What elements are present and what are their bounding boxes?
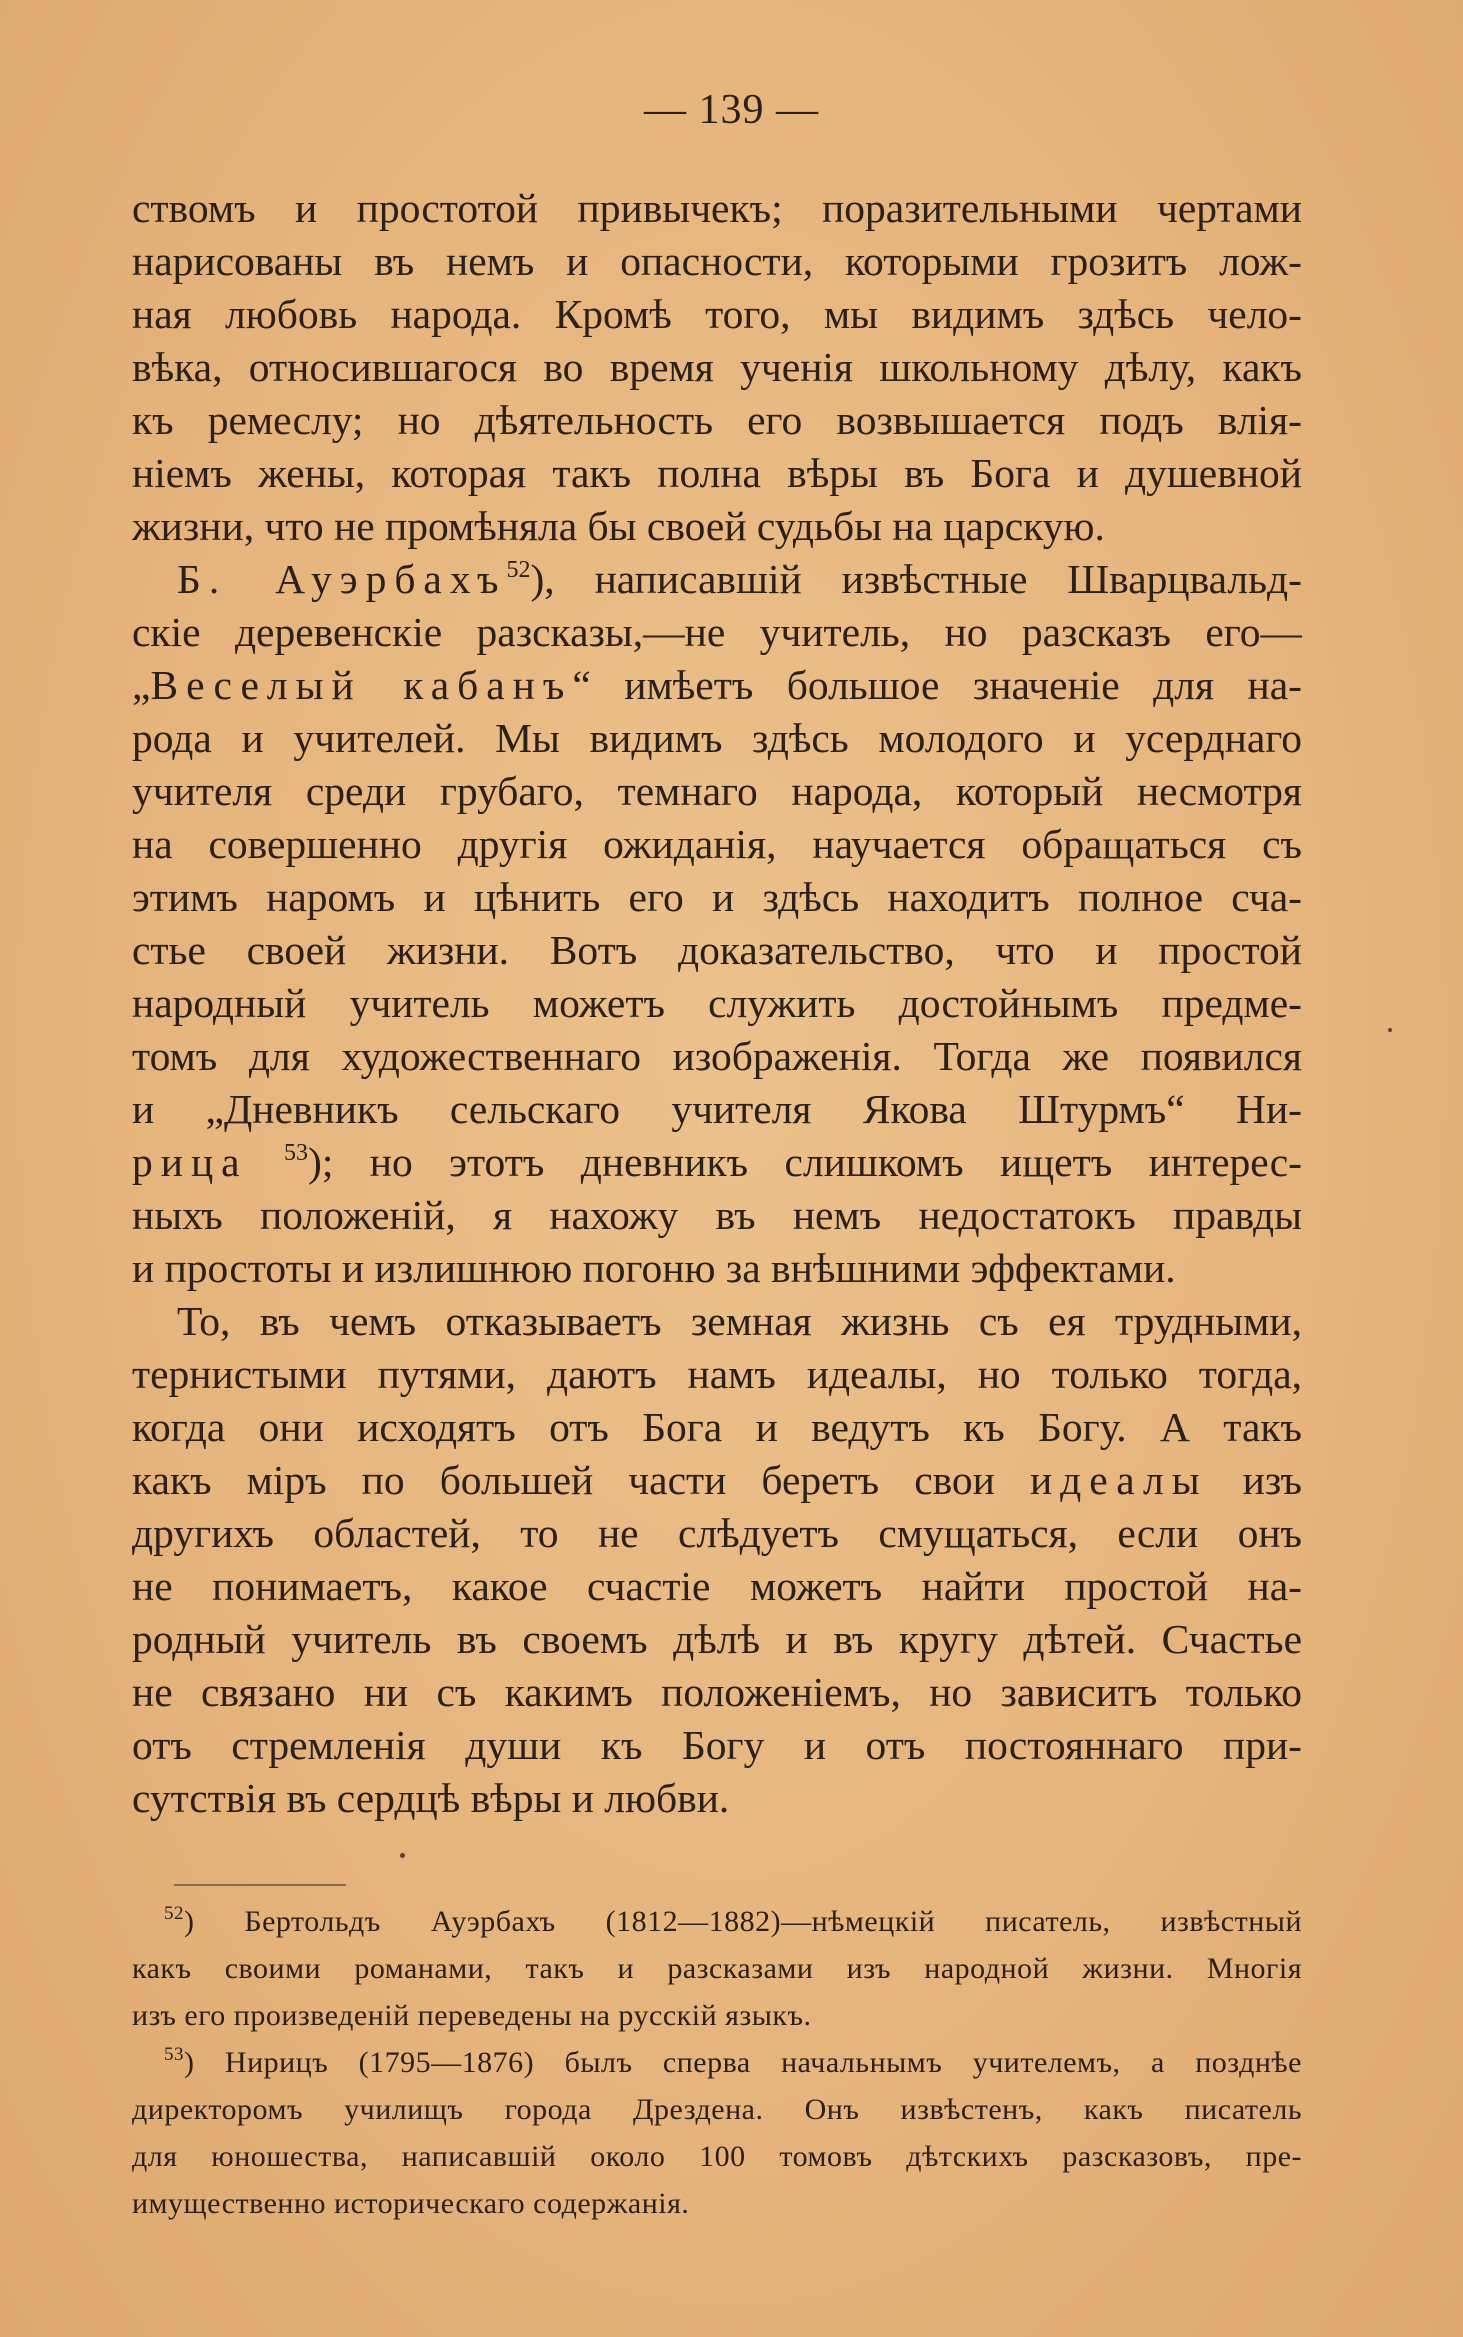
text-fragment: ) Нирицъ (1795—1876) былъ сперва начальнымъ учителемъ, а позднѣе <box>184 2046 1302 2079</box>
text-fragment: ); но этотъ дневникъ слишкомъ ищетъ интерес- <box>308 1139 1302 1185</box>
text-line: тернистыми путями, даютъ намъ идеалы, но только тогда, <box>132 1351 1302 1397</box>
text-fragment: какъ міръ по большей части беретъ свои <box>132 1457 1030 1503</box>
text-line: не понимаетъ, какое счастіе можетъ найти простой на- <box>132 1563 1302 1609</box>
text-line <box>132 659 1302 712</box>
text-fragment: ), написавшій извѣстные Шварцвальд- <box>530 556 1302 602</box>
print-speck <box>1388 1028 1392 1032</box>
footnotes <box>132 1898 1302 2227</box>
text-line: ніемъ жены, которая такъ полна вѣры въ Бога и душевной <box>132 450 1302 496</box>
text-line: ная любовь народа. Кромѣ того, мы видимъ здѣсь чело- <box>132 291 1302 337</box>
spaced-title-veselyi-kaban: Веселый кабанъ <box>150 662 573 708</box>
spaced-name-auerbach: Б. Ауэрбахъ <box>177 556 507 602</box>
print-speck <box>400 1853 405 1858</box>
page-number: — 139 — <box>644 87 819 133</box>
footnote-line: имущественно историческаго содержанія. <box>132 2187 690 2220</box>
spaced-name-niritz: рица <box>132 1139 248 1185</box>
footnote-line: какъ своими романами, такъ и разсказами изъ народной жизни. Многія <box>132 1952 1302 1985</box>
spaced-word-idealy: идеалы <box>1029 1457 1208 1503</box>
text-line: скіе деревенскіе разсказы,—не учитель, но разсказъ его— <box>132 609 1302 655</box>
body-text <box>132 182 1302 1825</box>
text-line: сутствія въ сердцѣ вѣры и любви. <box>132 1775 730 1821</box>
text-line: томъ для художественнаго изображенія. Тогда же появился <box>132 1033 1302 1079</box>
footnote-ref-52: 52 <box>506 557 531 583</box>
footnote-number: 52 <box>164 1903 184 1924</box>
text-line: рода и учителей. Мы видимъ здѣсь молодого и усерднаго <box>132 715 1302 761</box>
text-line: когда они исходятъ отъ Бога и ведутъ къ Богу. А такъ <box>132 1404 1302 1450</box>
text-line <box>132 1454 1302 1507</box>
text-line: учителя среди грубаго, темнаго народа, который несмотря <box>132 768 1302 814</box>
footnote-line: директоромъ училищъ города Дрездена. Онъ извѣстенъ, какъ писатель <box>132 2093 1302 2126</box>
text-line: другихъ областей, то не слѣдуетъ смущаться, если онъ <box>132 1510 1302 1556</box>
text-line: и простоты и излишнюю погоню за внѣшними эффектами. <box>132 1245 1176 1291</box>
footnote-separator-rule <box>174 1884 346 1886</box>
footnote-line: для юношества, написавшій около 100 томовъ дѣтскихъ разсказовъ, пре- <box>132 2140 1302 2173</box>
text-line: нарисованы въ немъ и опасности, которыми грозитъ лож- <box>132 238 1302 284</box>
text-line: и „Дневникъ сельскаго учителя Якова Штурмъ“ Ни- <box>132 1086 1302 1132</box>
text-line: на совершенно другія ожиданія, научается обращаться съ <box>132 821 1302 867</box>
text-line: ствомъ и простотой привычекъ; поразительными чертами <box>132 185 1302 231</box>
text-line: народный учитель можетъ служить достойнымъ предме- <box>132 980 1302 1026</box>
text-line: этимъ наромъ и цѣнить его и здѣсь находитъ полное сча- <box>132 874 1302 920</box>
text-line: То, въ чемъ отказываетъ земная жизнь съ ея трудными, <box>177 1298 1302 1344</box>
text-line <box>132 1136 1302 1189</box>
text-line: вѣка, относившагося во время ученія школьному дѣлу, какъ <box>132 344 1302 390</box>
text-line: жизни, что не промѣняла бы своей судьбы на царскую. <box>132 503 1105 549</box>
footnote-line <box>132 2039 1302 2086</box>
text-line: не связано ни съ какимъ положеніемъ, но зависитъ только <box>132 1669 1302 1715</box>
text-fragment: изъ <box>1207 1457 1302 1503</box>
text-line: къ ремеслу; но дѣятельность его возвышается подъ влія- <box>132 397 1302 443</box>
footnote-line: изъ его произведеній переведены на русскій языкъ. <box>132 1999 812 2032</box>
text-line: стье своей жизни. Вотъ доказательство, что и простой <box>132 927 1302 973</box>
text-line: ныхъ положеній, я нахожу въ немъ недостатокъ правды <box>132 1192 1302 1238</box>
text-line: отъ стремленія души къ Богу и отъ постояннаго при- <box>132 1722 1302 1768</box>
text-line: родный учитель въ своемъ дѣлѣ и въ кругу дѣтей. Счастье <box>132 1616 1302 1662</box>
text-fragment: ) Бертольдъ Ауэрбахъ (1812—1882)—нѣмецкій писатель, извѣстный <box>184 1905 1302 1938</box>
footnote-number: 53 <box>164 2044 184 2065</box>
footnote-ref-53: 53 <box>284 1140 309 1166</box>
text-line <box>132 553 1302 606</box>
footnote-line <box>132 1898 1302 1945</box>
text-fragment: “ имѣетъ большое значеніе для на- <box>572 662 1302 708</box>
quote-open: „ <box>132 662 151 708</box>
